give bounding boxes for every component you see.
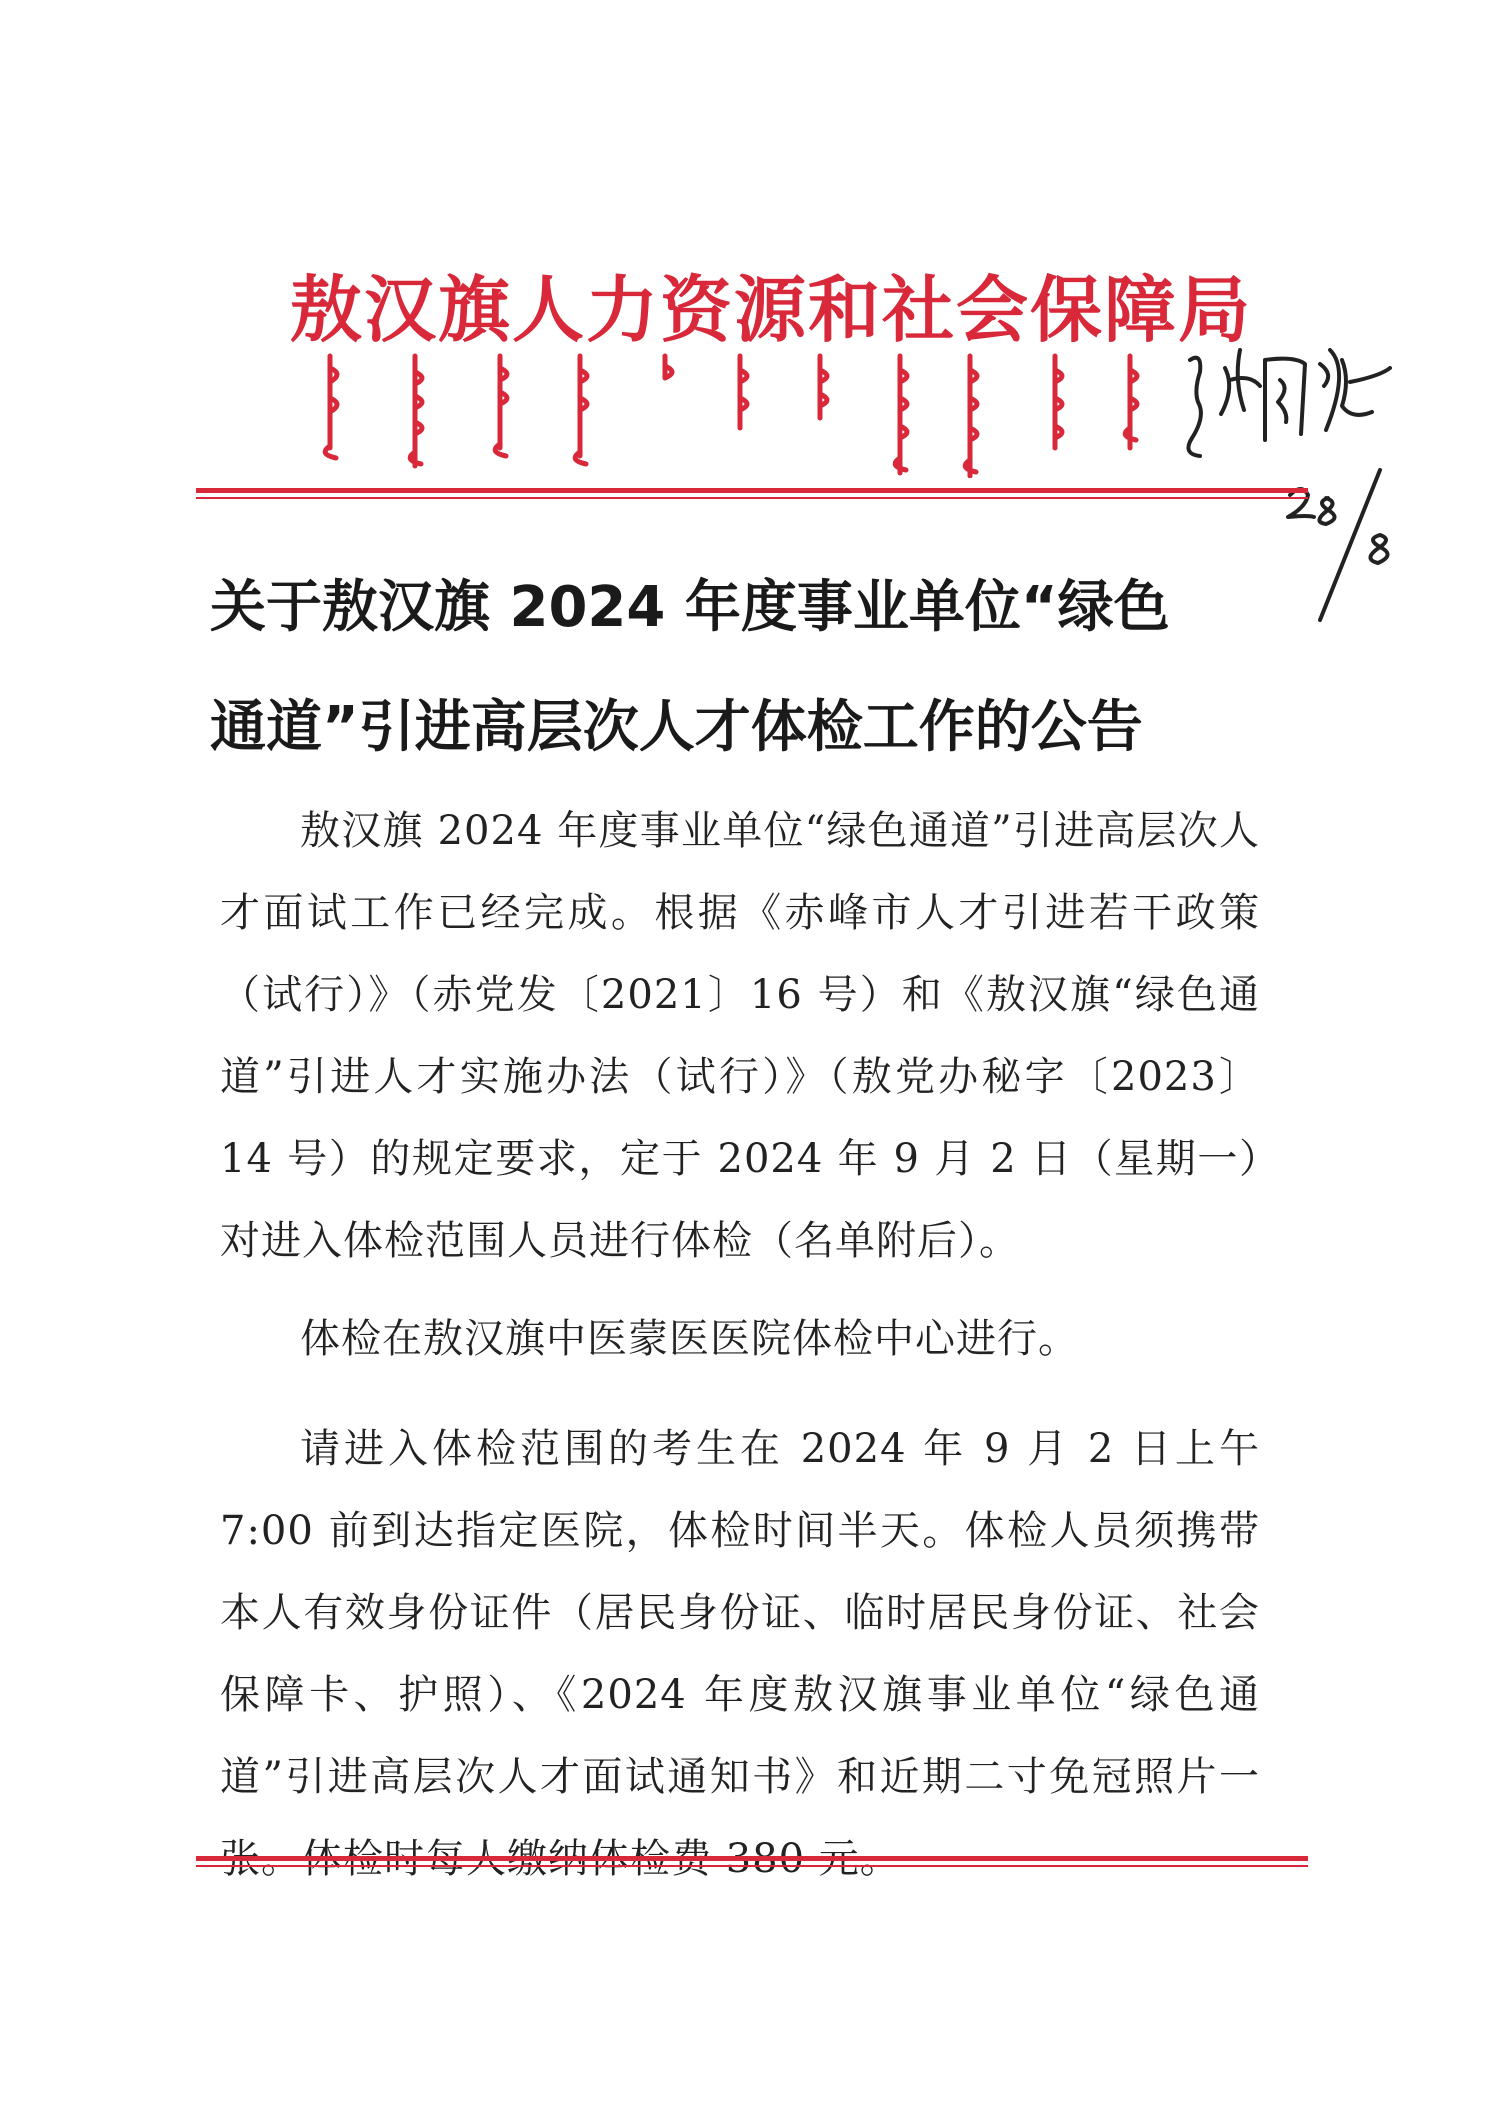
top-red-divider [196,488,1308,502]
body-paragraph-3: 请进入体检范围的考生在 2024 年 9 月 2 日上午 7:00 前到达指定医院，体检时间半天。体检人员须携带本人有效身份证件（居民身份证、临时居民身份证、社会保障卡、护照）、《2024 年度敖汉旗事业单位“绿色通道”引进高层次人才面试通知书》和近期二寸免冠照片一 [220,1426,1260,1800]
body-paragraph-2: 体检在敖汉旗中医蒙医医院体检中心进行。 [300,1316,1079,1362]
bottom-red-divider [196,1856,1308,1870]
body-paragraph-1: 敖汉旗 2024 年度事业单位“绿色通道”引进高层次人才面试工作已经完成。根据《赤峰市人才引进若干政策（试行）》（赤党发〔2021〕16 号）和《敖汉旗“绿色通道”引进人才实施办法（试行）》（敖党办秘字〔2023〕14 号）的规定要求，定于 2024 年 9 月 2 日（星期一）对进入体检范围人员进行体检（名单附后）。 [220,808,1260,1264]
document-title [210,548,1310,788]
mongolian-org-name [310,348,1200,478]
letterhead-org-name: 敖汉旗人力资源和社会保障局 [290,267,1253,352]
title-line-1: 关于敖汉旗 2024 年度事业单位“绿色 [210,575,1170,640]
title-line-2: 通道”引进高层次人才体检工作的公告 [210,695,1143,760]
